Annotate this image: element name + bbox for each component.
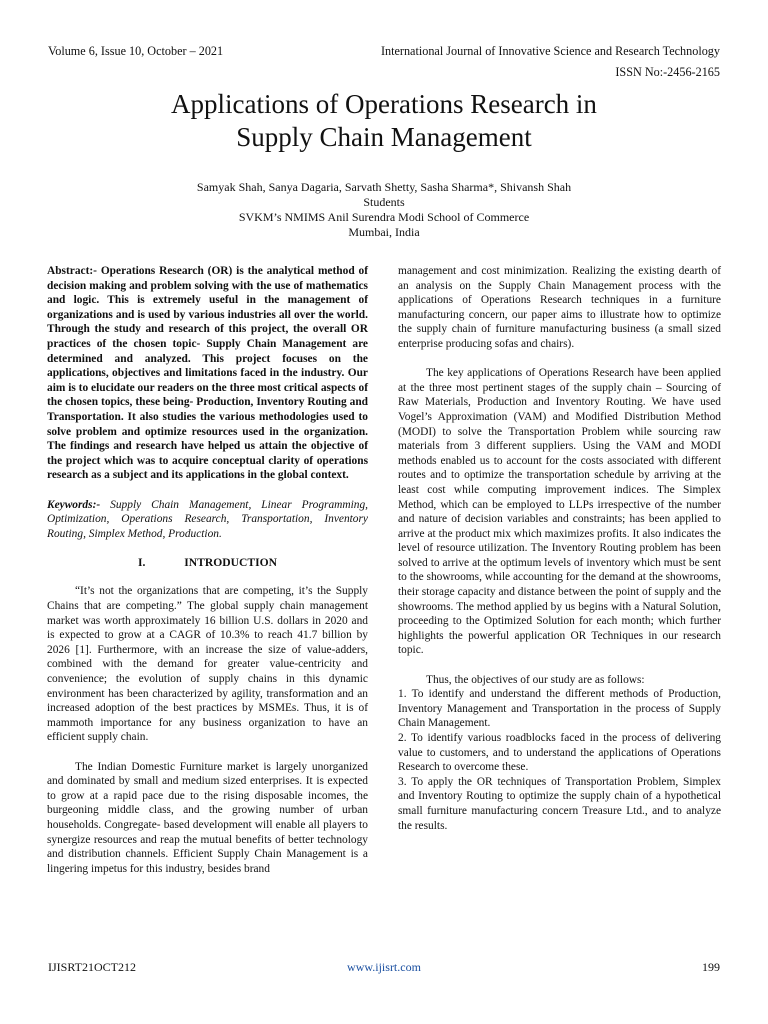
paper-title [40, 88, 728, 154]
right-column [398, 264, 721, 833]
section-heading-introduction [47, 556, 368, 571]
intro-paragraph-2: The Indian Domestic Furniture market is largely unorganized and dominated by small and medium sized enterprises. It is expected to grow at a rapid pace due to the rising disposable incomes, the burgeoning middle class, and the growing number of urban households. Congregate- based development will enable all players to synergize resources and reap the mutual benefits of better technology and distribution channels. Efficient Supply Chain Management is a lingering impetus for this industry, besides brand [47, 760, 368, 875]
right-paragraph-2: The key applications of Operations Research have been applied at the three most pertinent stages of the supply chain – Sourcing of Raw Materials, Production and Inventory Routing. We have used Vogel’s Approximation (VAM) and Modified Distribution Method (MODI) to solve the Transportation Problem while sourcing raw materials from 3 different suppliers. Using the VAM and MODI methods enabled us to account for the costs associated with different routes and to optimize the transportation schedule by arriving at the least cost while computing improvement indices. The Simplex Method, which can be employed to LLPs irrespective of the number and nature of decision variables and constraints; has been applied to arrive at the product mix which maximizes profits. It also indicates the level of resource utilization. The Inventory Routing problem has been solved to arrive at the optimum levels of inventory which must be sent to the showrooms, while accounting for the demand at the showrooms, their storage capacity and distance between the point of supply and the showrooms. The method applied by us begins with a Natural Solution, proceeding to the Optimized Solution for each month; which further highlights the powerful application OR Techniques in our research topic. [398, 367, 721, 657]
paper-id-footer: IJISRT21OCT212 [48, 960, 136, 974]
journal-name-header: International Journal of Innovative Science and Research Technology [380, 44, 720, 58]
journal-website-link[interactable]: www.ijisrt.com [347, 960, 421, 974]
author-institution: SVKM’s NMIMS Anil Surendra Modi School of Commerce [238, 210, 530, 224]
keywords-label: Keywords:- [47, 498, 101, 511]
author-names: Samyak Shah, Sanya Dagaria, Sarvath Shetty, Sasha Sharma*, Shivansh Shah [196, 180, 572, 194]
author-role: Students [363, 195, 405, 209]
page-number: 199 [702, 960, 720, 974]
author-block [40, 180, 728, 240]
abstract-paragraph: Abstract:- Operations Research (OR) is the analytical method of decision making and problem solving with the use of mathematics and logic. This is extremely useful in the management of organizations and is used by various industries all over the world. Through the study and research of this project, the overall OR practices of the chosen topic- Supply Chain Management are determined and analyzed. This project focuses on the applications, objectives and limitations faced in the industry. Our aim is to elucidate our readers on the three most critical aspects of the chosen topics, these being- Production, Inventory Routing and Transportation. It also studies the various methodologies used to solve problem and optimize resources used in the organization. The findings and research have helped us attain the objective of the project which was to acquire conceptual clarity of operations research as a subject and its applications in the global context. [47, 265, 368, 482]
journal-volume-header: Volume 6, Issue 10, October – 2021 [48, 44, 224, 58]
section-number: I. [137, 555, 146, 569]
left-column [47, 264, 368, 891]
keywords-paragraph [47, 498, 368, 542]
title-line-2: Supply Chain Management [236, 122, 532, 152]
right-paragraph-1: management and cost minimization. Realizing the existing dearth of an analysis on the Supply Chain Management process with the applications of Operations Research techniques in a furniture manufacturing concern, our paper aims to illustrate how to optimize the supply chain of furniture manufacturing business (a small sized enterprise producing sofas and chairs). [398, 265, 721, 350]
section-title: INTRODUCTION [184, 555, 278, 569]
issn-label: ISSN No:-2456-2165 [615, 65, 720, 79]
intro-paragraph-1: “It’s not the organizations that are competing, it’s the Supply Chains that are competing.” The global supply chain management market was worth approximately 16 billion U.S. dollars in 2020 and is expected to grow at a CAGR of 10.3% to reach 41.7 billion by 2026 [1]. Furthermore, with an increase the size of value-adders, combined with the demand for greater value-centricity and convenience; the evolution of supply chains in this dynamic environment has been characterized by agility, transformation and an increased adoption of the best practices by MSMEs. Thus, it is of mammoth importance for any business organization to have an efficient supply chain. [47, 585, 368, 744]
objective-item: 1. To identify and understand the different methods of Production, Inventory Management and Transportation in the process of Supply Chain Management. [398, 688, 721, 730]
title-line-1: Applications of Operations Research in [171, 89, 597, 119]
objective-item: 2. To identify various roadblocks faced in the process of delivering value to customers, and to understand the applications of Operations Research to overcome these. [398, 732, 721, 774]
keywords-text: Supply Chain Management, Linear Programming, Optimization, Operations Research, Transportation, Inventory Routing, Simplex Method, Production. [47, 498, 368, 540]
author-location: Mumbai, India [348, 225, 420, 239]
objectives-block [398, 673, 721, 834]
objective-item: 3. To apply the OR techniques of Transportation Problem, Simplex and Inventory Routing to optimize the supply chain of a hypothetical small furniture manufacturing concern Treasure Ltd., and to analyze the results. [398, 775, 721, 832]
objectives-intro: Thus, the objectives of our study are as follows: [426, 673, 645, 686]
